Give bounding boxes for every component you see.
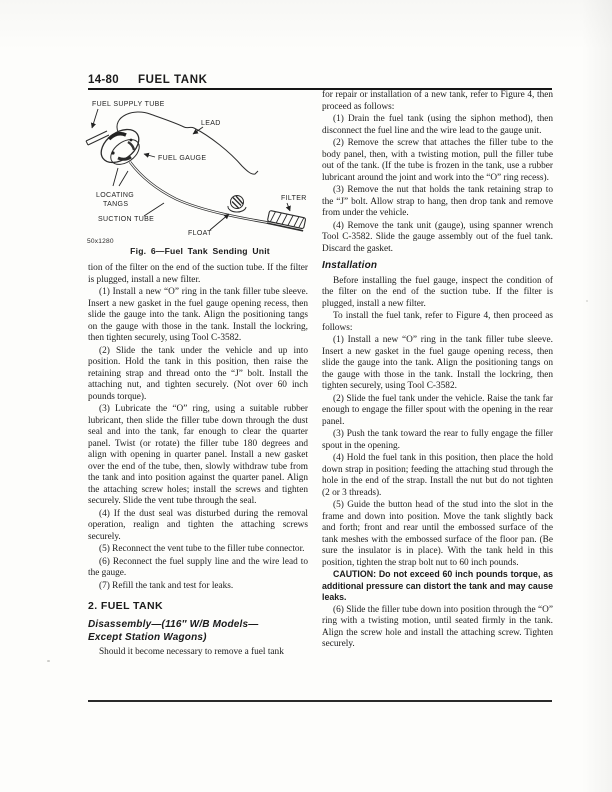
scan-speck — [586, 300, 588, 302]
fuel-gauge-unit-drawing — [95, 123, 145, 170]
caution-paragraph: CAUTION: Do not exceed 60 inch pounds torque, as additional pressure can distort the tank and may cause leaks. — [322, 569, 553, 602]
filter-drawing — [267, 210, 306, 230]
scan-shading-right — [582, 0, 612, 792]
paragraph: Before installing the fuel gauge, inspect the condition of the filter on the end of the suction tube. If the filter is plugged, install a new filter. — [322, 275, 553, 309]
figure-label-tangs: TANGS — [103, 201, 129, 208]
subsection-heading-line2: Except Station Wagons) — [88, 631, 207, 643]
step-paragraph: (2) Remove the screw that attaches the filler tube to the body panel, then, with a twisting motion, pull the filler tube out of the tank. (If the tube is frozen in the tank, use a rubber lubricant around the joint and work into the “O” ring recess). — [322, 138, 553, 183]
step-paragraph: (6) Slide the filler tube down into position through the “O” ring with a twisting motion, until seated firmly in the tank. Align the screw hole and install the attaching screw. Tighten securely. — [322, 604, 553, 649]
installation-heading: Installation — [322, 260, 378, 271]
left-column — [88, 263, 308, 658]
paragraph: To install the fuel tank, refer to Figure 4, then proceed as follows: — [322, 311, 553, 333]
page-number: 14-80 — [88, 74, 119, 86]
paragraph: for repair or installation of a new tank, refer to Figure 4, then proceed as follows: — [322, 90, 553, 112]
scan-shading-top — [0, 0, 612, 50]
bottom-rule — [88, 700, 552, 702]
figure-caption: Fig. 6—Fuel Tank Sending Unit — [130, 246, 270, 256]
section-heading: 2. FUEL TANK — [88, 600, 163, 612]
figure-label-fuel-supply-tube: FUEL SUPPLY TUBE — [92, 101, 165, 108]
fuel-tank-sending-unit-figure — [84, 96, 314, 246]
step-paragraph: (2) Slide the fuel tank under the vehicle. Raise the tank far enough to engage the filler spout with the opening in the rear panel. — [322, 393, 553, 427]
step-paragraph: (6) Reconnect the fuel supply line and the wire lead to the gauge. — [88, 556, 308, 578]
paragraph: Should it become necessary to remove a fuel tank — [99, 646, 284, 657]
figure-label-lead: LEAD — [201, 120, 221, 127]
page-title: FUEL TANK — [138, 74, 208, 86]
step-paragraph: (1) Install a new “O” ring in the tank filler tube sleeve. Insert a new gasket in the fuel gauge opening recess, then slide the gauge into the tank. Align the positioning tangs on the gauge with those in the tank. Install the lockring, then tighten securely, using Tool C-3582. — [88, 287, 308, 343]
step-paragraph: (1) Install a new “O” ring in the tank filler tube sleeve. Insert a new gasket in the fuel gauge opening recess, then slide the gauge into the tank. Align the positioning tangs on the gauge with those in the tank. Install the lockring, then tighten securely, using Tool C-3582. — [322, 335, 553, 391]
figure-label-fuel-gauge: FUEL GAUGE — [158, 155, 207, 162]
step-paragraph: (3) Remove the nut that holds the tank retaining strap to the “J” bolt. Allow strap to hang, then drop tank and remove from under the vehicle. — [322, 185, 553, 218]
step-paragraph: (2) Slide the tank under the vehicle and up into position. Hold the tank in this position, then raise the retaining strap and thread onto the “J” bolt. Install the attaching nut, and tighten securely. (Not over 60 inch pounds torque). — [88, 345, 308, 402]
step-paragraph: (1) Drain the fuel tank (using the siphon method), then disconnect the fuel line and the wire lead to the gauge unit. — [322, 114, 553, 136]
figure-label-filter: FILTER — [281, 195, 307, 202]
step-paragraph: (4) If the dust seal was disturbed during the removal operation, realign and tighten the attaching screws securely. — [88, 508, 308, 542]
figure-label-suction-tube: SUCTION TUBE — [98, 216, 155, 223]
step-paragraph: (7) Refill the tank and test for leaks. — [99, 580, 234, 591]
float-drawing — [228, 196, 246, 213]
step-paragraph: (4) Hold the fuel tank in this position, then place the hold down strap in position; feeding the attaching stud through the hole in the end of the strap. Install the nut but do not tighten (2 or 3 threads). — [322, 453, 553, 498]
step-paragraph: (3) Push the tank toward the rear to fully engage the filler spout in the opening. — [322, 429, 553, 451]
step-paragraph: (5) Guide the button head of the stud into the slot in the frame and down into position. Move the tank slightly back and forth; front and rear until the embossed surface of the tank meshes with the embossed surface of the floor pan. (Be sure the insulator is in place). With the tank held in this position, tighten the strap bolt nut to 60 inch pounds. — [322, 500, 553, 568]
scan-speck — [47, 660, 50, 662]
right-column — [322, 90, 553, 651]
step-paragraph: (4) Remove the tank unit (gauge), using spanner wrench Tool C-3582. Slide the gauge assembly out of the fuel tank. Discard the gasket. — [322, 220, 553, 254]
figure-photo-code: 50x1280 — [87, 238, 114, 245]
fuel-supply-tube-drawing — [86, 131, 109, 145]
subsection-heading-line1: Disassembly—(116″ W/B Models— — [88, 618, 259, 630]
paragraph: tion of the filter on the end of the suction tube. If the filter is plugged, install a new filter. — [88, 263, 308, 285]
step-paragraph: (3) Lubricate the “O” ring, using a suitable rubber lubricant, then slide the filler tube down through the dust seal and into the tank, far enough to clear the quarter panel. Twist (or rotate) the filler tube 180 degrees and align with opening in quarter panel. Install a new gasket over the end of the tube, then, slowly withdraw tube from the tank and into position against the quarter panel. Align the attaching screw holes; install the screws and tighten securely. Slide the vent tube through the seal. — [88, 404, 308, 506]
figure-label-locating: LOCATING — [96, 192, 135, 199]
subsection-heading — [88, 618, 308, 644]
step-paragraph: (5) Reconnect the vent tube to the filler tube connector. — [99, 544, 305, 554]
figure-label-float: FLOAT — [188, 230, 212, 237]
